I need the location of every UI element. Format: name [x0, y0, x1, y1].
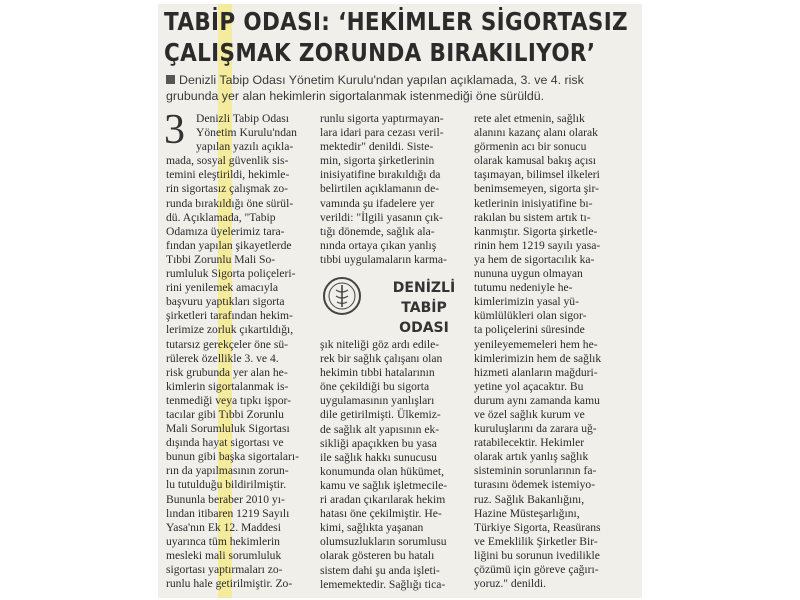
column-line: şirketleri tarafından hekim-: [166, 309, 293, 323]
headline: [164, 6, 628, 68]
logo-name: [370, 278, 478, 338]
column-line: lememektedir. Sağlığı tica-: [320, 577, 446, 591]
column-line: ruz. Sağlık Bakanlığını,: [474, 492, 585, 506]
column-line: yetine yol açacaktır. Bu: [474, 379, 584, 393]
article-column-2-top: [320, 112, 470, 267]
headline-line-1: TABİP ODASI: ‘HEKİMLER SİGORTASIZ: [164, 7, 628, 36]
column-line: lu tutulduğu bildirilmiştir.: [166, 478, 287, 492]
column-line: verildi: "İlgili yasanın çık-: [320, 210, 443, 224]
column-line: başvuru yaptıkları sigorta: [166, 295, 285, 309]
column-line: rin sigortasız çalışmak zo-: [166, 182, 289, 196]
column-line: bunun gibi başka sigortaları-: [166, 450, 299, 464]
column-line: Yönetim Kurulu'ndan: [196, 126, 297, 140]
column-line: risk grubunda yer alan he-: [166, 365, 288, 379]
column-line: konumunda olan hükümet,: [320, 464, 444, 478]
logo-line-1: DENİZLİ TABİP: [392, 280, 456, 316]
column-line: rini yenilemek amacıyla: [166, 281, 279, 295]
column-line: tenmediği veya tıpkı işpor-: [166, 393, 292, 407]
column-line: vamında şu ifadelere yer: [320, 196, 435, 210]
column-line: tığı dönemde, sağlık ala-: [320, 224, 435, 238]
column-line: lından itibaren 1219 Sayılı: [166, 506, 290, 520]
column-line: rakılan bu sistem artık tı-: [474, 210, 591, 224]
column-line: dışında hayat sigortası ve: [166, 436, 284, 450]
tabip-odasi-seal-icon: [322, 276, 362, 316]
column-line: görmenin acı bir sonucu: [474, 140, 587, 154]
column-line: sistem dahi şu anda işleti-: [320, 563, 440, 577]
article-column-2-bottom: [320, 338, 470, 592]
column-line: öne çekildiği bu sigorta: [320, 380, 430, 394]
column-line: kimlerimizin hem de sağlık: [474, 351, 602, 365]
column-line: dü. Açıklamada, "Tabip: [166, 210, 276, 224]
column-line: olarak gösteren bu hatalı: [320, 549, 435, 563]
column-line: Mali Sorumluluk Sigortası: [166, 422, 290, 436]
column-line: ve Emeklilik Şirketler Bir-: [474, 534, 598, 548]
column-line: kimi, sağlıkta yaşanan: [320, 521, 424, 535]
column-line: lerimize zorluk çıkartıldığı,: [166, 323, 294, 337]
bullet-square-icon: [166, 75, 175, 84]
column-line: rete alet etmenin, sağlık: [474, 112, 585, 125]
column-line: şık niteliği göz ardı edile-: [320, 338, 440, 351]
column-line: rumluluk Sigorta poliçeleri-: [166, 267, 296, 281]
column-line: fından yapılan şikayetlerde: [166, 238, 292, 252]
denizli-tabip-odasi-logo: [318, 270, 478, 336]
column-line: rın da yapılmasının zorun-: [166, 464, 289, 478]
column-line: ve özel sağlık kurum ve: [474, 407, 585, 421]
column-line: tıbbi uygulamaların karma-: [320, 252, 447, 266]
newspaper-clipping: [158, 4, 642, 598]
column-line: runda bırakıldığı öne sürül-: [166, 196, 294, 210]
column-line: mada, sosyal güvenlik sis-: [166, 154, 289, 168]
column-line: ta poliçelerini süresinde: [474, 323, 585, 337]
column-line: runlu sigorta yaptırmayan-: [320, 112, 444, 125]
column-line: Yasa'nın Ek 12. Maddesi: [166, 520, 281, 534]
column-line: uyarınca tüm hekimlerin: [166, 534, 280, 548]
column-line: hatası öne çekilmiştir. He-: [320, 507, 442, 521]
column-line: nununa uygun olmayan: [474, 267, 583, 281]
column-line: ile sağlık hakkı sunucusu: [320, 450, 437, 464]
column-line: olumsuzlukların sorumlusu: [320, 535, 447, 549]
column-line: sigortası yaptırmaları zo-: [166, 563, 283, 576]
column-line: rülerek özellikle 3. ve 4.: [166, 351, 279, 365]
column-line: temini eleştirildi, hekimle-: [166, 168, 290, 182]
column-line: uygulamasının yanlışları: [320, 394, 435, 408]
column-line: ri aradan çıkarılarak hekim: [320, 493, 446, 507]
column-line: benimsemeyen, sigorta şir-: [474, 182, 600, 196]
article-column-3: [474, 112, 638, 591]
column-line: kamu ve sağlık işletmecile-: [320, 478, 448, 492]
column-line: Denizli Tabip Odası: [196, 112, 289, 125]
column-line: kimlerin sigortalanmak is-: [166, 379, 289, 393]
logo-line-2: ODASI: [399, 320, 449, 336]
article-column-1: [164, 107, 316, 591]
column-line: Bununla beraber 2010 yı-: [166, 492, 285, 506]
column-line: alanını kazanç alanı olarak: [474, 126, 598, 140]
column-line: mektedir" denildi. Siste-: [320, 140, 434, 154]
column-line: nında ortaya çıkan yanlış: [320, 238, 437, 252]
column-line: rek bir sağlık çalışanı olan: [320, 352, 443, 366]
column-line: sisteminin sorunlarının fa-: [474, 464, 597, 478]
column-line: min, sigorta şirketlerinin: [320, 154, 435, 168]
column-line: ketlerinin inisiyatifine bı-: [474, 196, 593, 210]
column-line: inisiyatifine bırakıldığı da: [320, 168, 441, 182]
column-line: kimlerimizin yasal yü-: [474, 295, 579, 309]
headline-line-2: ÇALIŞMAK ZORUNDA BIRAKILIYOR’: [164, 38, 596, 67]
column-line: ya hem de sigortacılık ka-: [474, 252, 595, 266]
column-line: lara idari para cezası veril-: [320, 126, 444, 140]
column-line: yapılan yazılı açıkla-: [196, 140, 294, 154]
column-line: Hazine Müsteşarlığını,: [474, 506, 580, 520]
column-line: Tıbbi Zorunlu Mali So-: [166, 252, 276, 266]
column-line: durum aynı zamanda kamu: [474, 393, 600, 407]
column-line: taşımayan, bilimsel ilkeleri: [474, 168, 600, 182]
column-line: mesleki mali sorumluluk: [166, 548, 282, 562]
column-line: kümlülükleri olan sigor-: [474, 309, 587, 323]
column-line: olarak artık yanlış sağlık: [474, 450, 589, 464]
column-line: tutarsız gerekçeler öne sü-: [166, 337, 288, 351]
lead-text: Denizli Tabip Odası Yönetim Kurulu'ndan yapılan açıklamada, 3. ve 4. risk grubunda yer alan hekimlerin sigortalanmak istenmediği öne sürüldü.: [166, 73, 584, 103]
column-line: tutumu nedeniyle he-: [474, 281, 573, 295]
column-line: sikliği apaçıkken bu yasa: [320, 436, 437, 450]
drop-cap: 3: [164, 107, 185, 153]
column-line: olarak kamusal bakış açısı: [474, 154, 597, 168]
column-line: dile getirilmişti. Ülkemiz-: [320, 408, 441, 422]
column-line: kuruluşlarını da zarara uğ-: [474, 422, 597, 436]
column-line: hekimin tıbbi hatalarının: [320, 366, 435, 380]
column-line: Odamıza üyelerimiz tara-: [166, 224, 285, 238]
column-line: runlu hale getirilmiştir. Zo-: [166, 577, 293, 591]
column-line: kanmıştır. Sigorta şirketle-: [474, 224, 598, 238]
column-line: tacılar gibi Tıbbi Zorunlu: [166, 407, 284, 421]
column-line: rinin hem 1219 sayılı yasa-: [474, 238, 601, 252]
column-line: ratabilecektir. Hekimler: [474, 436, 585, 450]
lead-paragraph: [166, 72, 638, 104]
column-line: yenileyememeleri hem he-: [474, 337, 598, 351]
column-line: yoruz." denildi.: [474, 577, 547, 591]
column-line: de sağlık alt yapısının ek-: [320, 422, 440, 436]
column-line: liğini bu sorunun ivedilikle: [474, 548, 600, 562]
column-line: turasını ödemek istemiyo-: [474, 478, 596, 492]
column-line: çözümü için göreve çağırı-: [474, 563, 599, 576]
column-line: belirtilen açıklamanın de-: [320, 182, 440, 196]
column-line: hizmeti alanların mağduri-: [474, 365, 598, 379]
column-line: Türkiye Sigorta, Reasürans: [474, 520, 601, 534]
